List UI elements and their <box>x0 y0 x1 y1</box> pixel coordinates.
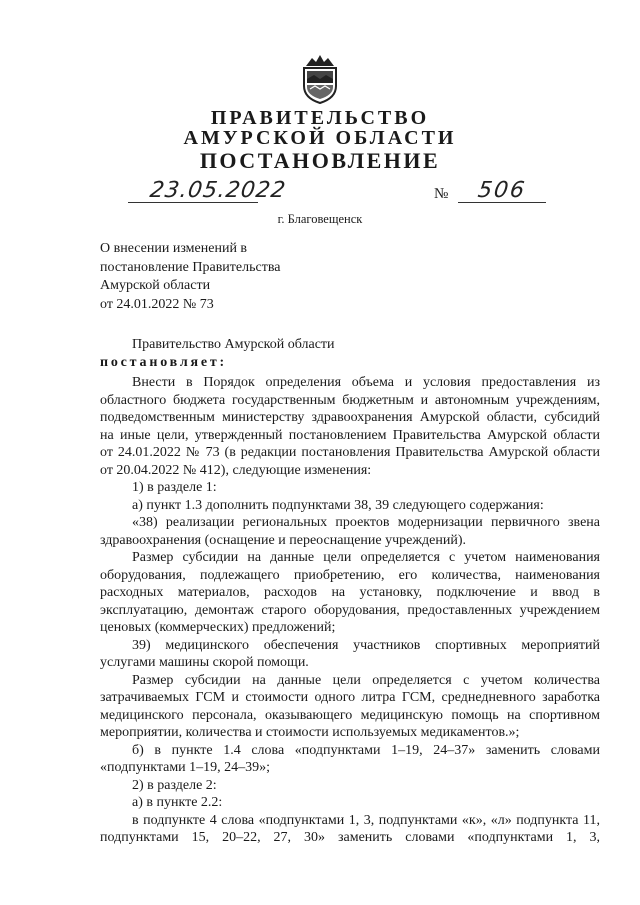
body-line: в подпункте 4 слова «подпунктами 1, 3, подпунктами «к», «л» подпункта 11, <box>132 812 600 828</box>
body-line: б) в пункте 1.4 слова «подпунктами 1–19, 24–37» заменить словами <box>132 742 600 758</box>
body-line: 2) в разделе 2: <box>132 777 217 793</box>
document-number: 506 <box>476 178 528 203</box>
body-line: областного бюджета государственным бюджетным и автономным учреждениям, <box>100 392 600 408</box>
body-line: 39) медицинского обеспечения участников спортивных мероприятий <box>132 637 600 653</box>
body-line: медицинского персонала, оказывающего медицинскую помощь на спортивном <box>100 707 600 723</box>
subject-line: постановление Правительства <box>100 259 281 275</box>
body-line: а) в пункте 2.2: <box>132 795 223 810</box>
body-line: затрачиваемых ГСМ и стоимости одного литра ГСМ, среднедневного заработка <box>100 690 600 705</box>
preamble-decrees: постановляет: <box>100 355 228 370</box>
government-title: ПРАВИТЕЛЬСТВО <box>210 107 430 129</box>
subject-line: от 24.01.2022 № 73 <box>100 296 214 312</box>
body-line: от 24.01.2022 № 73 (в редакции постановления Правительства Амурской области <box>100 445 600 460</box>
body-line: а) пункт 1.3 дополнить подпунктами 38, 39 следующего содержания: <box>132 497 544 513</box>
body-line: «подпунктами 1–19, 24–39»; <box>100 760 271 775</box>
body-line: Внести в Порядок определения объема и условия предоставления из <box>132 375 600 390</box>
body-line: от 20.04.2022 № 412), следующие изменения: <box>100 462 372 478</box>
number-underline <box>458 202 546 203</box>
body-line: «38) реализации региональных проектов модернизации первичного звена <box>132 515 600 530</box>
body-line: подведомственным министерству здравоохранения Амурской области, субсидий <box>100 410 600 425</box>
body-line: оборудования, подлежащего приобретению, его количества, наименования <box>100 567 600 583</box>
body-line: 1) в разделе 1: <box>132 480 217 495</box>
body-line: подпунктами 15, 20–22, 27, 30» заменить словами «подпунктами 1, 3, <box>100 830 600 845</box>
region-title: АМУРСКОЙ ОБЛАСТИ <box>183 127 457 149</box>
body-line: эксплуатацию, демонтаж старого оборудования, предоставленных учреждением <box>100 602 600 618</box>
subject-line: Амурской области <box>100 278 211 293</box>
body-line: услугами машины скорой помощи. <box>100 655 309 670</box>
coat-of-arms-icon <box>298 52 342 104</box>
document-subject <box>100 240 280 314</box>
preamble-government: Правительство Амурской области <box>132 337 335 352</box>
document-type-title: ПОСТАНОВЛЕНИЕ <box>199 148 441 173</box>
body-line: ценовых (коммерческих) предложений; <box>100 620 336 635</box>
body-line: на иные цели, утвержденный постановлением Правительства Амурской области <box>100 427 600 443</box>
body-line: Размер субсидии на данные цели определяется с учетом количества <box>132 672 600 688</box>
body-line: мероприятии, количества и стоимости используемых медикаментов.»; <box>100 725 520 740</box>
subject-line: О внесении изменений в <box>100 241 248 256</box>
body-line: здравоохранения (оснащение и переоснащение учреждений). <box>100 532 467 548</box>
city: г. Благовещенск <box>277 212 363 226</box>
body-line: Размер субсидии на данные цели определяется с учетом наименования <box>132 550 600 565</box>
date-underline <box>128 202 258 203</box>
document-date: 23.05.2022 <box>148 178 288 203</box>
body-line: расходных материалов, расходов на установку, подключение и ввод в <box>100 585 600 600</box>
number-label: № <box>434 186 449 202</box>
document-body <box>100 374 600 847</box>
